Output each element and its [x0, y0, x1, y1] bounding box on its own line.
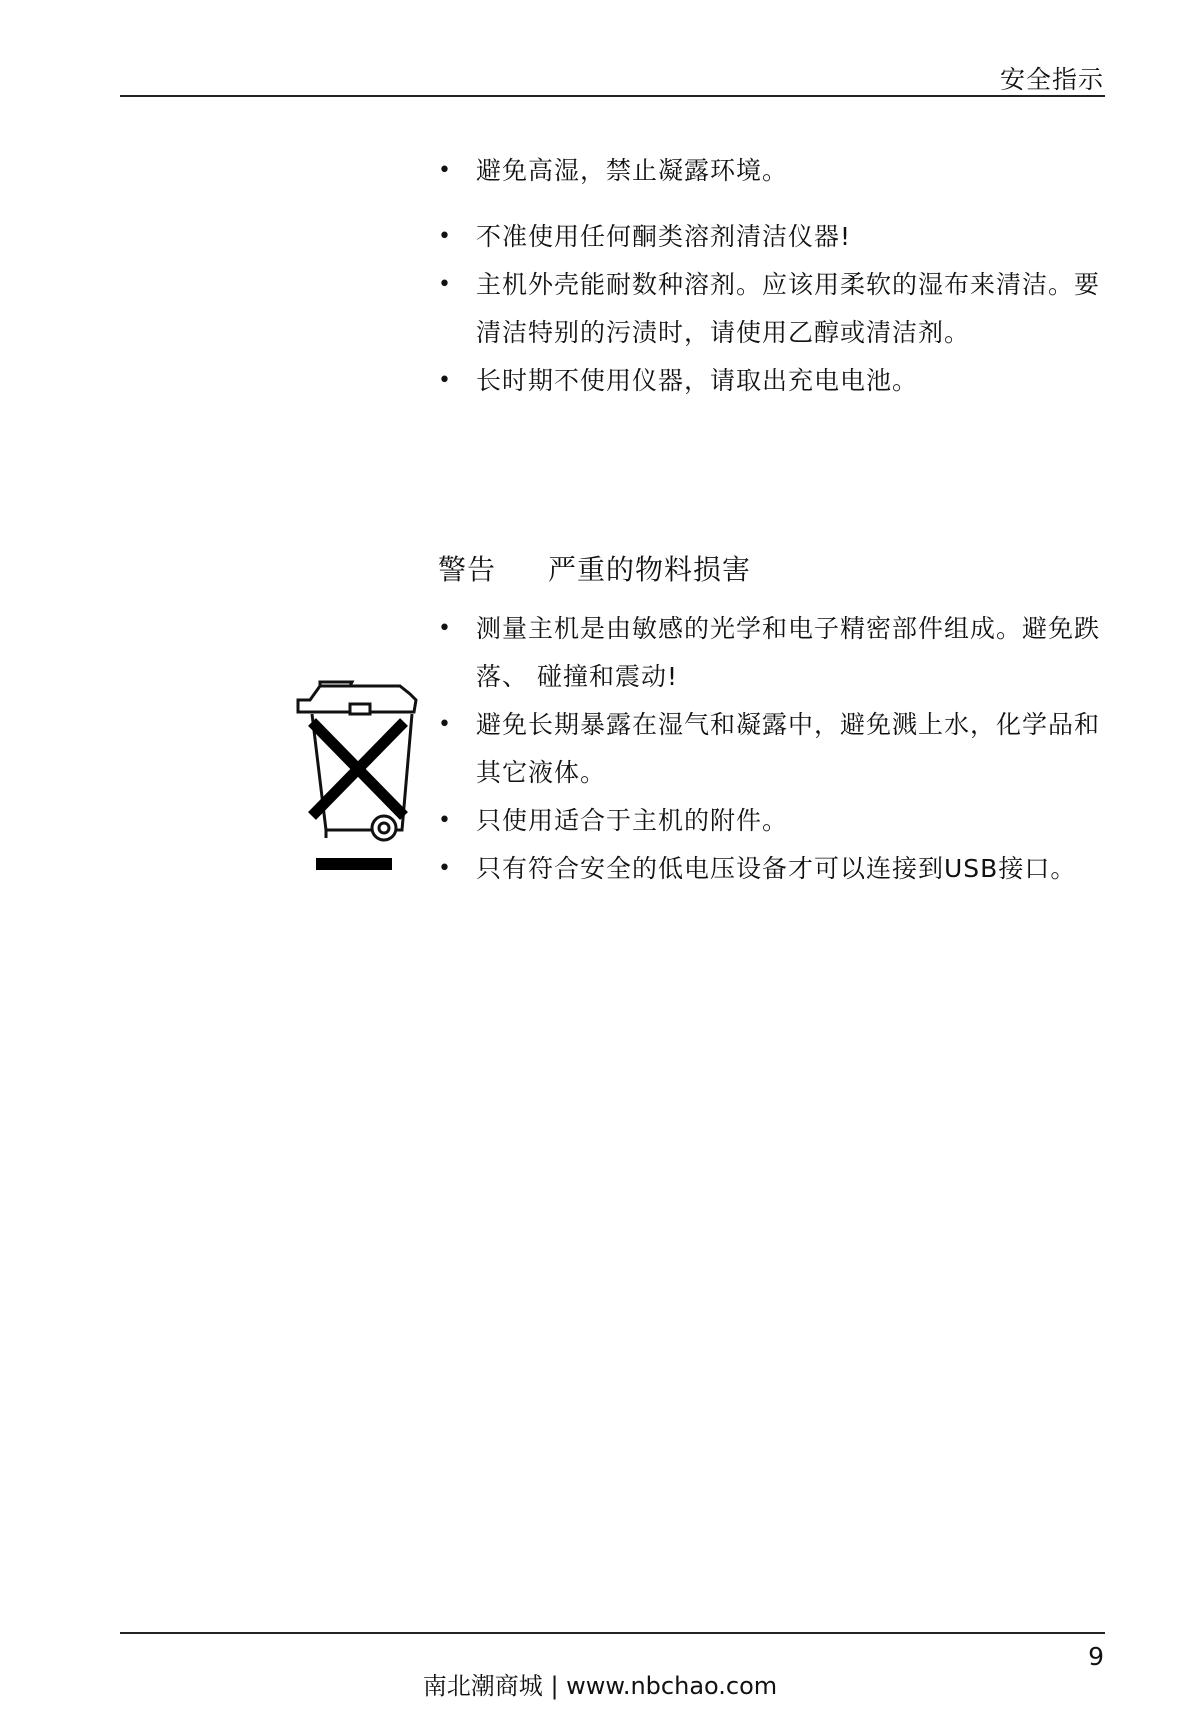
bullet-icon: • [438, 368, 452, 393]
list-item: • 避免高湿，禁止凝露环境。 [438, 147, 1108, 195]
footer-rule [120, 1632, 1105, 1634]
crossed-out-wheelie-bin-icon [290, 678, 430, 878]
running-header: 安全指示 [999, 65, 1104, 94]
warning-list [438, 605, 1108, 893]
header-rule [120, 95, 1105, 97]
bullet-icon: • [438, 808, 452, 833]
care-list [438, 147, 1108, 405]
page-number: 9 [1088, 1642, 1104, 1671]
list-item: • 主机外壳能耐数种溶剂。应该用柔软的湿布来清洁。要清洁特别的污渍时，请使用乙醇或清洁剂。 [438, 261, 1108, 357]
bullet-icon: • [438, 712, 452, 737]
list-item: • 不准使用任何酮类溶剂清洁仪器! [438, 213, 1108, 261]
list-item: • 只使用适合于主机的附件。 [438, 797, 1108, 845]
list-item: • 只有符合安全的低电压设备才可以连接到USB接口。 [438, 845, 1108, 893]
list-item: • 测量主机是由敏感的光学和电子精密部件组成。避免跌落、 碰撞和震动! [438, 605, 1108, 701]
footer-source: 南北潮商城 | www.nbchao.com [422, 1672, 778, 1700]
bullet-icon: • [438, 856, 452, 881]
list-item: • 避免长期暴露在湿气和凝露中，避免溅上水，化学品和其它液体。 [438, 701, 1108, 797]
warning-title: 严重的物料损害 [548, 553, 752, 586]
bullet-icon: • [438, 158, 452, 183]
warning-label: 警告 [438, 553, 497, 586]
bullet-icon: • [438, 272, 452, 297]
warning-heading [438, 548, 751, 588]
bullet-icon: • [438, 224, 452, 249]
list-item: • 长时期不使用仪器，请取出充电电池。 [438, 357, 1108, 405]
bullet-icon: • [438, 616, 452, 641]
